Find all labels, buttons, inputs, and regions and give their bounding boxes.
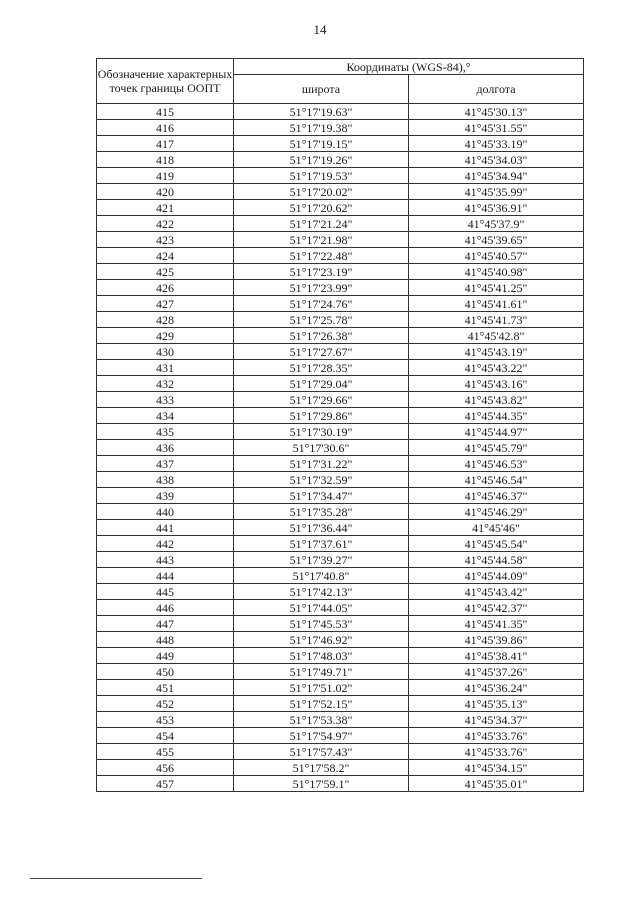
footer-divider xyxy=(30,878,202,879)
longitude-cell: 41°45'37.9" xyxy=(409,216,584,232)
table-row xyxy=(97,120,584,136)
table-row xyxy=(97,616,584,632)
longitude-cell: 41°45'41.61" xyxy=(409,296,584,312)
point-id-cell: 437 xyxy=(97,456,234,472)
table-row xyxy=(97,104,584,120)
latitude-cell: 51°17'37.61" xyxy=(234,536,409,552)
longitude-cell: 41°45'43.16" xyxy=(409,376,584,392)
table-row xyxy=(97,408,584,424)
latitude-cell: 51°17'30.19" xyxy=(234,424,409,440)
latitude-cell: 51°17'25.78" xyxy=(234,312,409,328)
longitude-cell: 41°45'39.86" xyxy=(409,632,584,648)
longitude-cell: 41°45'34.37" xyxy=(409,712,584,728)
latitude-cell: 51°17'27.67" xyxy=(234,344,409,360)
longitude-cell: 41°45'39.65" xyxy=(409,232,584,248)
table-row xyxy=(97,168,584,184)
table-row xyxy=(97,552,584,568)
table-body xyxy=(97,104,584,792)
table-row xyxy=(97,392,584,408)
longitude-cell: 41°45'40.98" xyxy=(409,264,584,280)
longitude-cell: 41°45'38.41" xyxy=(409,648,584,664)
latitude-cell: 51°17'34.47" xyxy=(234,488,409,504)
latitude-cell: 51°17'54.97" xyxy=(234,728,409,744)
table-row xyxy=(97,136,584,152)
point-id-cell: 442 xyxy=(97,536,234,552)
longitude-cell: 41°45'42.37" xyxy=(409,600,584,616)
longitude-cell: 41°45'44.58" xyxy=(409,552,584,568)
longitude-cell: 41°45'30.13" xyxy=(409,104,584,120)
point-id-cell: 429 xyxy=(97,328,234,344)
longitude-cell: 41°45'41.35" xyxy=(409,616,584,632)
point-id-cell: 430 xyxy=(97,344,234,360)
header-designation: Обозначение характерных точек границы ООПТ xyxy=(97,59,234,104)
latitude-cell: 51°17'30.6" xyxy=(234,440,409,456)
longitude-cell: 41°45'45.54" xyxy=(409,536,584,552)
table-row xyxy=(97,296,584,312)
latitude-cell: 51°17'19.53" xyxy=(234,168,409,184)
longitude-cell: 41°45'41.25" xyxy=(409,280,584,296)
table-row xyxy=(97,520,584,536)
table-row xyxy=(97,312,584,328)
table-row xyxy=(97,360,584,376)
table-row xyxy=(97,568,584,584)
longitude-cell: 41°45'35.01" xyxy=(409,776,584,792)
latitude-cell: 51°17'26.38" xyxy=(234,328,409,344)
latitude-cell: 51°17'49.71" xyxy=(234,664,409,680)
table-row xyxy=(97,248,584,264)
table-row xyxy=(97,488,584,504)
latitude-cell: 51°17'21.98" xyxy=(234,232,409,248)
table-row xyxy=(97,632,584,648)
point-id-cell: 432 xyxy=(97,376,234,392)
latitude-cell: 51°17'53.38" xyxy=(234,712,409,728)
latitude-cell: 51°17'19.38" xyxy=(234,120,409,136)
point-id-cell: 419 xyxy=(97,168,234,184)
latitude-cell: 51°17'32.59" xyxy=(234,472,409,488)
longitude-cell: 41°45'34.15" xyxy=(409,760,584,776)
point-id-cell: 456 xyxy=(97,760,234,776)
latitude-cell: 51°17'20.62" xyxy=(234,200,409,216)
longitude-cell: 41°45'33.19" xyxy=(409,136,584,152)
longitude-cell: 41°45'34.03" xyxy=(409,152,584,168)
point-id-cell: 445 xyxy=(97,584,234,600)
point-id-cell: 418 xyxy=(97,152,234,168)
point-id-cell: 453 xyxy=(97,712,234,728)
latitude-cell: 51°17'45.53" xyxy=(234,616,409,632)
latitude-cell: 51°17'28.35" xyxy=(234,360,409,376)
table-row xyxy=(97,184,584,200)
table-row xyxy=(97,712,584,728)
longitude-cell: 41°45'43.42" xyxy=(409,584,584,600)
point-id-cell: 448 xyxy=(97,632,234,648)
table-row xyxy=(97,232,584,248)
point-id-cell: 434 xyxy=(97,408,234,424)
point-id-cell: 444 xyxy=(97,568,234,584)
longitude-cell: 41°45'46.53" xyxy=(409,456,584,472)
latitude-cell: 51°17'31.22" xyxy=(234,456,409,472)
table-row xyxy=(97,728,584,744)
latitude-cell: 51°17'29.86" xyxy=(234,408,409,424)
table-row xyxy=(97,760,584,776)
point-id-cell: 441 xyxy=(97,520,234,536)
longitude-cell: 41°45'46" xyxy=(409,520,584,536)
point-id-cell: 433 xyxy=(97,392,234,408)
latitude-cell: 51°17'51.02" xyxy=(234,680,409,696)
longitude-cell: 41°45'35.13" xyxy=(409,696,584,712)
table-row xyxy=(97,680,584,696)
point-id-cell: 450 xyxy=(97,664,234,680)
longitude-cell: 41°45'40.57" xyxy=(409,248,584,264)
point-id-cell: 431 xyxy=(97,360,234,376)
latitude-cell: 51°17'24.76" xyxy=(234,296,409,312)
point-id-cell: 426 xyxy=(97,280,234,296)
coordinates-table xyxy=(96,58,584,792)
point-id-cell: 455 xyxy=(97,744,234,760)
point-id-cell: 451 xyxy=(97,680,234,696)
table-row xyxy=(97,600,584,616)
table-row xyxy=(97,264,584,280)
longitude-cell: 41°45'31.55" xyxy=(409,120,584,136)
table-row xyxy=(97,648,584,664)
point-id-cell: 422 xyxy=(97,216,234,232)
table-row xyxy=(97,328,584,344)
table-row xyxy=(97,664,584,680)
longitude-cell: 41°45'45.79" xyxy=(409,440,584,456)
longitude-cell: 41°45'34.94" xyxy=(409,168,584,184)
point-id-cell: 438 xyxy=(97,472,234,488)
latitude-cell: 51°17'23.19" xyxy=(234,264,409,280)
point-id-cell: 421 xyxy=(97,200,234,216)
latitude-cell: 51°17'39.27" xyxy=(234,552,409,568)
table-row xyxy=(97,344,584,360)
table-row xyxy=(97,216,584,232)
table-row xyxy=(97,536,584,552)
point-id-cell: 443 xyxy=(97,552,234,568)
point-id-cell: 425 xyxy=(97,264,234,280)
table-row xyxy=(97,776,584,792)
table-row xyxy=(97,696,584,712)
header-latitude: широта xyxy=(234,75,409,104)
latitude-cell: 51°17'19.63" xyxy=(234,104,409,120)
latitude-cell: 51°17'19.26" xyxy=(234,152,409,168)
point-id-cell: 416 xyxy=(97,120,234,136)
longitude-cell: 41°45'43.22" xyxy=(409,360,584,376)
longitude-cell: 41°45'46.54" xyxy=(409,472,584,488)
point-id-cell: 452 xyxy=(97,696,234,712)
page-number: 14 xyxy=(313,22,327,37)
longitude-cell: 41°45'37.26" xyxy=(409,664,584,680)
latitude-cell: 51°17'20.02" xyxy=(234,184,409,200)
latitude-cell: 51°17'46.92" xyxy=(234,632,409,648)
point-id-cell: 446 xyxy=(97,600,234,616)
latitude-cell: 51°17'57.43" xyxy=(234,744,409,760)
header-longitude: долгота xyxy=(409,75,584,104)
table-row xyxy=(97,376,584,392)
latitude-cell: 51°17'22.48" xyxy=(234,248,409,264)
point-id-cell: 424 xyxy=(97,248,234,264)
point-id-cell: 454 xyxy=(97,728,234,744)
longitude-cell: 41°45'46.37" xyxy=(409,488,584,504)
longitude-cell: 41°45'41.73" xyxy=(409,312,584,328)
table-row xyxy=(97,424,584,440)
table-row xyxy=(97,472,584,488)
header-coordinates: Координаты (WGS-84),° xyxy=(234,59,584,75)
longitude-cell: 41°45'35.99" xyxy=(409,184,584,200)
latitude-cell: 51°17'40.8" xyxy=(234,568,409,584)
table-row xyxy=(97,744,584,760)
point-id-cell: 440 xyxy=(97,504,234,520)
point-id-cell: 457 xyxy=(97,776,234,792)
point-id-cell: 428 xyxy=(97,312,234,328)
latitude-cell: 51°17'36.44" xyxy=(234,520,409,536)
table-row xyxy=(97,280,584,296)
table-row xyxy=(97,456,584,472)
table-row xyxy=(97,152,584,168)
point-id-cell: 420 xyxy=(97,184,234,200)
point-id-cell: 423 xyxy=(97,232,234,248)
table-row xyxy=(97,440,584,456)
latitude-cell: 51°17'29.66" xyxy=(234,392,409,408)
point-id-cell: 447 xyxy=(97,616,234,632)
point-id-cell: 417 xyxy=(97,136,234,152)
latitude-cell: 51°17'59.1" xyxy=(234,776,409,792)
latitude-cell: 51°17'23.99" xyxy=(234,280,409,296)
longitude-cell: 41°45'42.8" xyxy=(409,328,584,344)
point-id-cell: 415 xyxy=(97,104,234,120)
point-id-cell: 439 xyxy=(97,488,234,504)
latitude-cell: 51°17'21.24" xyxy=(234,216,409,232)
latitude-cell: 51°17'42.13" xyxy=(234,584,409,600)
longitude-cell: 41°45'36.91" xyxy=(409,200,584,216)
longitude-cell: 41°45'44.09" xyxy=(409,568,584,584)
latitude-cell: 51°17'35.28" xyxy=(234,504,409,520)
table-header xyxy=(97,59,584,104)
longitude-cell: 41°45'43.82" xyxy=(409,392,584,408)
table-row xyxy=(97,584,584,600)
point-id-cell: 449 xyxy=(97,648,234,664)
longitude-cell: 41°45'36.24" xyxy=(409,680,584,696)
longitude-cell: 41°45'46.29" xyxy=(409,504,584,520)
longitude-cell: 41°45'33.76" xyxy=(409,744,584,760)
table-row xyxy=(97,504,584,520)
point-id-cell: 436 xyxy=(97,440,234,456)
table-row xyxy=(97,200,584,216)
longitude-cell: 41°45'43.19" xyxy=(409,344,584,360)
latitude-cell: 51°17'52.15" xyxy=(234,696,409,712)
longitude-cell: 41°45'33.76" xyxy=(409,728,584,744)
longitude-cell: 41°45'44.35" xyxy=(409,408,584,424)
latitude-cell: 51°17'58.2" xyxy=(234,760,409,776)
point-id-cell: 435 xyxy=(97,424,234,440)
latitude-cell: 51°17'48.03" xyxy=(234,648,409,664)
latitude-cell: 51°17'44.05" xyxy=(234,600,409,616)
point-id-cell: 427 xyxy=(97,296,234,312)
latitude-cell: 51°17'19.15" xyxy=(234,136,409,152)
longitude-cell: 41°45'44.97" xyxy=(409,424,584,440)
latitude-cell: 51°17'29.04" xyxy=(234,376,409,392)
